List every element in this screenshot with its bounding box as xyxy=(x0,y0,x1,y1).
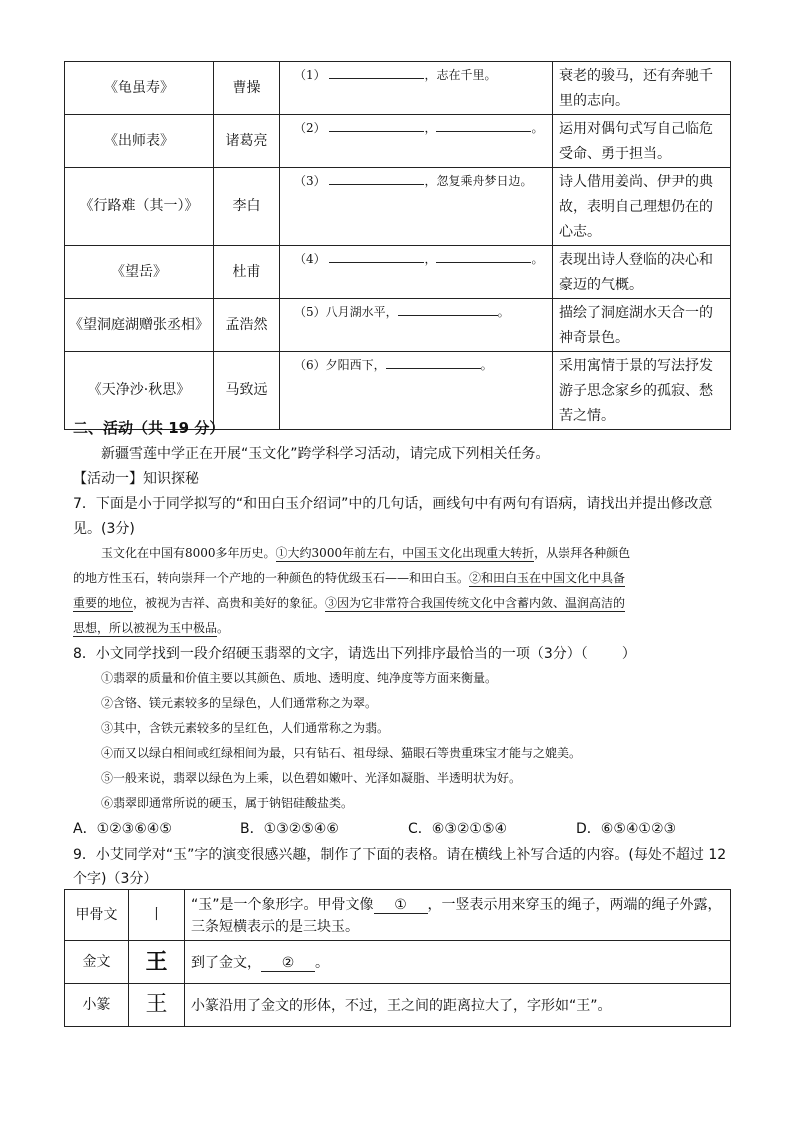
item-number: （1） xyxy=(294,68,326,82)
q8-stem-end: ） xyxy=(621,646,636,662)
item-number: （6） xyxy=(294,358,326,372)
answer-blank[interactable] xyxy=(329,119,424,132)
fill-line xyxy=(280,246,553,299)
poem-note: 运用对偶句式写自己临危受命、勇于担当。 xyxy=(553,115,731,168)
bronze-glyph-icon: 王 xyxy=(129,941,185,984)
q7-stem: 7．下面是小于同学拟写的“和田白玉介绍词”中的几句话，画线句中有两句有语病，请找出并提出修改意 xyxy=(73,496,713,512)
table-row xyxy=(65,115,731,168)
item-number: （5） xyxy=(294,305,326,319)
option-c[interactable]: C．⑥③②①⑤④ xyxy=(408,821,508,837)
poem-title: 《天净沙·秋思》 xyxy=(65,352,214,430)
oracle-glyph-icon: 丨 xyxy=(129,890,185,941)
q8-sentence: ⑤一般来说，翡翠以绿色为上乘，以色碧如嫩叶、光泽如凝脂、半透明状为好。 xyxy=(101,771,522,785)
q8-sentence: ③其中，含铁元素较多的呈红色，人们通常称之为翡。 xyxy=(101,721,390,735)
table-row xyxy=(65,246,731,299)
passage-text: ，被视为吉祥、高贵和美好的象征。 xyxy=(133,596,326,610)
poem-note: 采用寓情于景的写法抒发游子思念家乡的孤寂、愁苦之情。 xyxy=(553,352,731,430)
fill-line xyxy=(280,62,553,115)
q7-passage-line xyxy=(73,619,229,636)
poem-author: 马致远 xyxy=(214,352,280,430)
section-title: 二、活动（共 19 分） xyxy=(73,419,225,437)
poem-title: 《出师表》 xyxy=(65,115,214,168)
fill-line xyxy=(280,168,553,246)
answer-slot-1[interactable]: ① xyxy=(374,897,428,914)
q7-passage-line xyxy=(73,569,625,586)
q9-stem-cont: 个字)（3分） xyxy=(73,871,158,887)
line-text: 。 xyxy=(497,305,510,319)
option-b[interactable]: B．①③②⑤④⑥ xyxy=(240,821,339,837)
passage-text: ，从崇拜各种颜色 xyxy=(534,546,631,560)
poem-note: 描绘了洞庭湖水天合一的神奇景色。 xyxy=(553,299,731,352)
underlined-sentence: ②和田白玉在中国文化中具备 xyxy=(469,571,626,585)
answer-blank[interactable] xyxy=(329,250,424,263)
poem-title: 《望岳》 xyxy=(65,246,214,299)
script-type: 小篆 xyxy=(65,984,129,1027)
comma: ， xyxy=(424,252,437,266)
activity-heading: 【活动一】知识探秘 xyxy=(73,471,199,487)
line-text: 。 xyxy=(531,121,544,135)
poem-note: 衰老的骏马，还有奔驰千里的志向。 xyxy=(553,62,731,115)
script-description: 小篆沿用了金文的形体，不过，王之间的距离拉大了，字形如“王”。 xyxy=(185,984,731,1027)
fill-line xyxy=(280,115,553,168)
table-row xyxy=(65,62,731,115)
line-text: 夕阳西下， xyxy=(325,358,386,372)
table-row xyxy=(65,941,731,984)
line-text: ，忽复乘舟梦日边。 xyxy=(424,174,533,188)
line-text: 。 xyxy=(531,252,544,266)
option-a[interactable]: A．①②③⑥④⑤ xyxy=(73,821,172,837)
desc-text: “玉”是一个象形字。甲骨文像 xyxy=(191,897,374,913)
item-number: （4） xyxy=(294,252,326,266)
poem-author: 杜甫 xyxy=(214,246,280,299)
answer-blank[interactable] xyxy=(436,250,531,263)
poem-note: 诗人借用姜尚、伊尹的典故，表明自己理想仍在的心志。 xyxy=(553,168,731,246)
poem-table xyxy=(64,61,731,430)
script-type: 甲骨文 xyxy=(65,890,129,941)
passage-text: 。 xyxy=(217,621,230,635)
answer-blank[interactable] xyxy=(398,303,498,316)
desc-text: 。 xyxy=(315,955,329,971)
q8-stem-text: 8．小文同学找到一段介绍硬玉翡翠的文字，请选出下列排序最恰当的一项（3分）（ xyxy=(73,646,588,662)
table-row xyxy=(65,890,731,941)
q7-passage-line xyxy=(73,594,625,611)
underlined-sentence: ①大约3000年前左右，中国玉文化出现重大转折 xyxy=(275,546,535,560)
q8-sentence: ⑥翡翠即通常所说的硬玉，属于钠铝硅酸盐类。 xyxy=(101,796,354,810)
poem-author: 孟浩然 xyxy=(214,299,280,352)
seal-glyph-icon: 王 xyxy=(129,984,185,1027)
line-text: ，志在千里。 xyxy=(424,68,497,82)
poem-title: 《龟虽寿》 xyxy=(65,62,214,115)
passage-text: 的地方性玉石，转向崇拜一个产地的一种颜色的特优级玉石——和田白玉。 xyxy=(73,571,470,585)
q7-passage-line xyxy=(101,544,630,561)
answer-blank[interactable] xyxy=(329,172,424,185)
table-row xyxy=(65,299,731,352)
character-evolution-table xyxy=(64,889,731,1027)
fill-line xyxy=(280,352,553,430)
line-text: 八月湖水平， xyxy=(325,305,398,319)
script-description xyxy=(185,890,731,941)
item-number: （3） xyxy=(294,174,326,188)
desc-text: 三条短横表示的是三块玉。 xyxy=(191,919,359,935)
answer-blank[interactable] xyxy=(436,119,531,132)
answer-slot-2[interactable]: ② xyxy=(261,955,315,972)
script-type: 金文 xyxy=(65,941,129,984)
poem-author: 曹操 xyxy=(214,62,280,115)
line-text: 。 xyxy=(480,358,493,372)
comma: ， xyxy=(424,121,437,135)
table-row xyxy=(65,168,731,246)
desc-text: 到了金文， xyxy=(191,955,261,971)
q9-stem: 9．小艾同学对“玉”字的演变很感兴趣，制作了下面的表格。请在横线上补写合适的内容。(每处不超过 12 xyxy=(73,847,727,863)
poem-note: 表现出诗人登临的决心和豪迈的气概。 xyxy=(553,246,731,299)
q7-stem-cont: 见。(3分) xyxy=(73,521,135,537)
underlined-sentence: 思想，所以被视为玉中极品 xyxy=(73,621,218,635)
script-description xyxy=(185,941,731,984)
poem-author: 诸葛亮 xyxy=(214,115,280,168)
poem-title: 《行路难（其一）》 xyxy=(65,168,214,246)
poem-author: 李白 xyxy=(214,168,280,246)
desc-text: ，一竖表示用来穿玉的绳子，两端的绳子外露， xyxy=(427,897,722,913)
q8-stem xyxy=(73,643,636,663)
q8-sentence: ②含铬、镁元素较多的呈绿色，人们通常称之为翠。 xyxy=(101,696,378,710)
table-row xyxy=(65,984,731,1027)
option-d[interactable]: D．⑥⑤④①②③ xyxy=(576,821,677,837)
item-number: （2） xyxy=(294,121,326,135)
answer-blank[interactable] xyxy=(386,356,481,369)
underlined-sentence: 重要的地位 xyxy=(73,596,134,610)
section-intro: 新疆雪莲中学正在开展“玉文化”跨学科学习活动，请完成下列相关任务。 xyxy=(101,446,550,462)
poem-title: 《望洞庭湖赠张丞相》 xyxy=(65,299,214,352)
passage-text: 玉文化在中国有8000多年历史。 xyxy=(101,546,276,560)
q8-sentence: ①翡翠的质量和价值主要以其颜色、质地、透明度、纯净度等方面来衡量。 xyxy=(101,671,498,685)
underlined-sentence: ③因为它非常符合我国传统文化中含蓄内敛、温润高洁的 xyxy=(325,596,626,610)
answer-blank[interactable] xyxy=(329,66,424,79)
q8-sentence: ④而又以绿白相间或红绿相间为最，只有钻石、祖母绿、猫眼石等贵重珠宝才能与之媲美。 xyxy=(101,746,582,760)
fill-line xyxy=(280,299,553,352)
